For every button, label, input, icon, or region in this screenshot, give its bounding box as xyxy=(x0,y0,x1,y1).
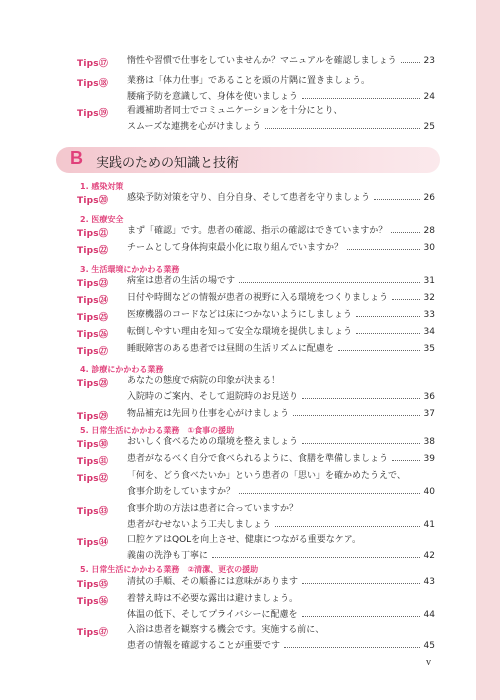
page-ref: 31 xyxy=(423,276,435,286)
tip-label: Tips㊲ xyxy=(77,628,109,638)
tip-label: Tips㉗ xyxy=(77,347,109,357)
tip-label: Tips㉕ xyxy=(77,313,109,323)
tip-label: Tips㉟ xyxy=(77,580,109,590)
page-ref: 23 xyxy=(423,56,435,66)
toc-line: 体温の低下、そしてプライバシーに配慮を 44 xyxy=(127,610,435,620)
category-title: 5. 日常生活にかかわる業務 ①食事の援助 xyxy=(80,426,235,435)
toc-line: チームとして身体拘束最小化に取り組んでいますか？ 30 xyxy=(127,243,435,253)
page-ref: 37 xyxy=(423,409,435,419)
toc-line: 入浴は患者を観察する機会です。実施する前に、 xyxy=(127,625,325,635)
tip-label: Tips⑳ xyxy=(77,196,109,206)
category-title: 2. 医療安全 xyxy=(80,215,124,224)
section-letter: B xyxy=(70,148,83,168)
category-title: 1. 感染対策 xyxy=(80,182,124,191)
toc-line: おいしく食べるための環境を整えましょう 38 xyxy=(127,437,435,447)
toc-line: 患者の情報を確認することが重要です 45 xyxy=(127,641,435,651)
tip-label: Tips㉛ xyxy=(77,457,109,467)
side-stripe xyxy=(476,0,500,700)
toc-line: 惰性や習慣で仕事をしていませんか？マニュアルを確認しましょう 23 xyxy=(127,56,435,66)
page-ref: 26 xyxy=(423,193,435,203)
toc-line: 口腔ケアはQOLを向上させ、健康につながる重要なケア。 xyxy=(127,535,362,545)
toc-line: 義歯の洗浄も丁寧に 42 xyxy=(127,551,435,561)
page-ref: 28 xyxy=(423,226,435,236)
page-ref: 42 xyxy=(423,551,435,561)
toc-line: 看護補助者同士でコミュニケーションを十分にとり、 xyxy=(127,106,343,116)
category-title: 3. 生活環境にかかわる業務 xyxy=(80,265,180,274)
tip-label: Tips㉜ xyxy=(77,474,109,484)
tip-label: Tips㉞ xyxy=(77,538,109,548)
tip-label: Tips⑲ xyxy=(77,109,109,119)
tip-label: Tips㉝ xyxy=(77,507,109,517)
toc-line: 患者がむせないよう工夫しましょう 41 xyxy=(127,520,435,530)
toc-line: 医療機器のコードなどは床につかないようにしましょう 33 xyxy=(127,310,435,320)
category-title: 5. 日常生活にかかわる業務 ②清潔、更衣の援助 xyxy=(80,565,259,574)
page-ref: 40 xyxy=(423,487,435,497)
toc-line: 食事介助をしていますか？ 40 xyxy=(127,487,435,497)
page-ref: 36 xyxy=(423,392,435,402)
page-ref: 44 xyxy=(423,610,435,620)
page-ref: 30 xyxy=(423,243,435,253)
toc-line: 「何を、どう食べたいか」という患者の「思い」を確かめたうえで、 xyxy=(127,471,406,481)
toc-line: 睡眠障害のある患者では昼間の生活リズムに配慮を 35 xyxy=(127,344,435,354)
tip-label: Tips⑰ xyxy=(77,59,109,69)
toc-line: あなたの態度で病院の印象が決まる！ xyxy=(127,376,281,386)
toc-line: 物品補充は先回り仕事を心がけましょう 37 xyxy=(127,409,435,419)
page-ref: 34 xyxy=(423,327,435,337)
section-header xyxy=(56,147,440,173)
tip-label: Tips㉚ xyxy=(77,440,109,450)
tip-label: Tips㉙ xyxy=(77,412,109,422)
page-ref: 39 xyxy=(423,454,435,464)
toc-line: 感染予防対策を守り、自分自身、そして患者を守りましょう 26 xyxy=(127,193,435,203)
tip-label: Tips㉘ xyxy=(77,379,109,389)
page-ref: 38 xyxy=(423,437,435,447)
page-ref: 33 xyxy=(423,310,435,320)
toc-line: 転倒しやすい理由を知って安全な環境を提供しましょう 34 xyxy=(127,327,435,337)
page-ref: 24 xyxy=(423,92,435,102)
toc-line: スムーズな連携を心がけましょう 25 xyxy=(127,122,435,132)
toc-line: 日付や時間などの情報が患者の視野に入る環境をつくりましょう 32 xyxy=(127,293,435,303)
tip-label: Tips㉑ xyxy=(77,229,109,239)
tip-label: Tips㉒ xyxy=(77,246,109,256)
tip-label: Tips㊱ xyxy=(77,597,109,607)
page-ref: 43 xyxy=(423,577,435,587)
page-ref: 41 xyxy=(423,520,435,530)
toc-line: 患者がなるべく自分で食べられるように、食膳を準備しましょう 39 xyxy=(127,454,435,464)
page-ref: 32 xyxy=(423,293,435,303)
category-title: 4. 診療にかかわる業務 xyxy=(80,365,164,374)
toc-line: 病室は患者の生活の場です 31 xyxy=(127,276,435,286)
toc-line: 腰痛予防を意識して、身体を使いましょう 24 xyxy=(127,92,435,102)
toc-line: 着替え時は不必要な露出は避けましょう。 xyxy=(127,594,299,604)
toc-line: 入院時のご案内、そして退院時のお見送り 36 xyxy=(127,392,435,402)
section-title: 実践のための知識と技術 xyxy=(96,156,240,171)
tip-label: Tips㉔ xyxy=(77,296,109,306)
tip-label: Tips㉖ xyxy=(77,330,109,340)
page-ref: 35 xyxy=(423,344,435,354)
toc-line: 業務は「体力仕事」であることを頭の片隅に置きましょう。 xyxy=(127,76,371,86)
toc-line: まず「確認」です。患者の確認、指示の確認はできていますか？ 28 xyxy=(127,226,435,236)
tip-label: Tips㉓ xyxy=(77,279,109,289)
tip-label: Tips⑱ xyxy=(77,79,109,89)
toc-line: 清拭の手順、その順番には意味があります 43 xyxy=(127,577,435,587)
page-ref: 25 xyxy=(423,122,435,132)
page-ref: 45 xyxy=(423,641,435,651)
toc-line: 食事介助の方法は患者に合っていますか？ xyxy=(127,504,299,514)
page-number: v xyxy=(426,657,431,668)
